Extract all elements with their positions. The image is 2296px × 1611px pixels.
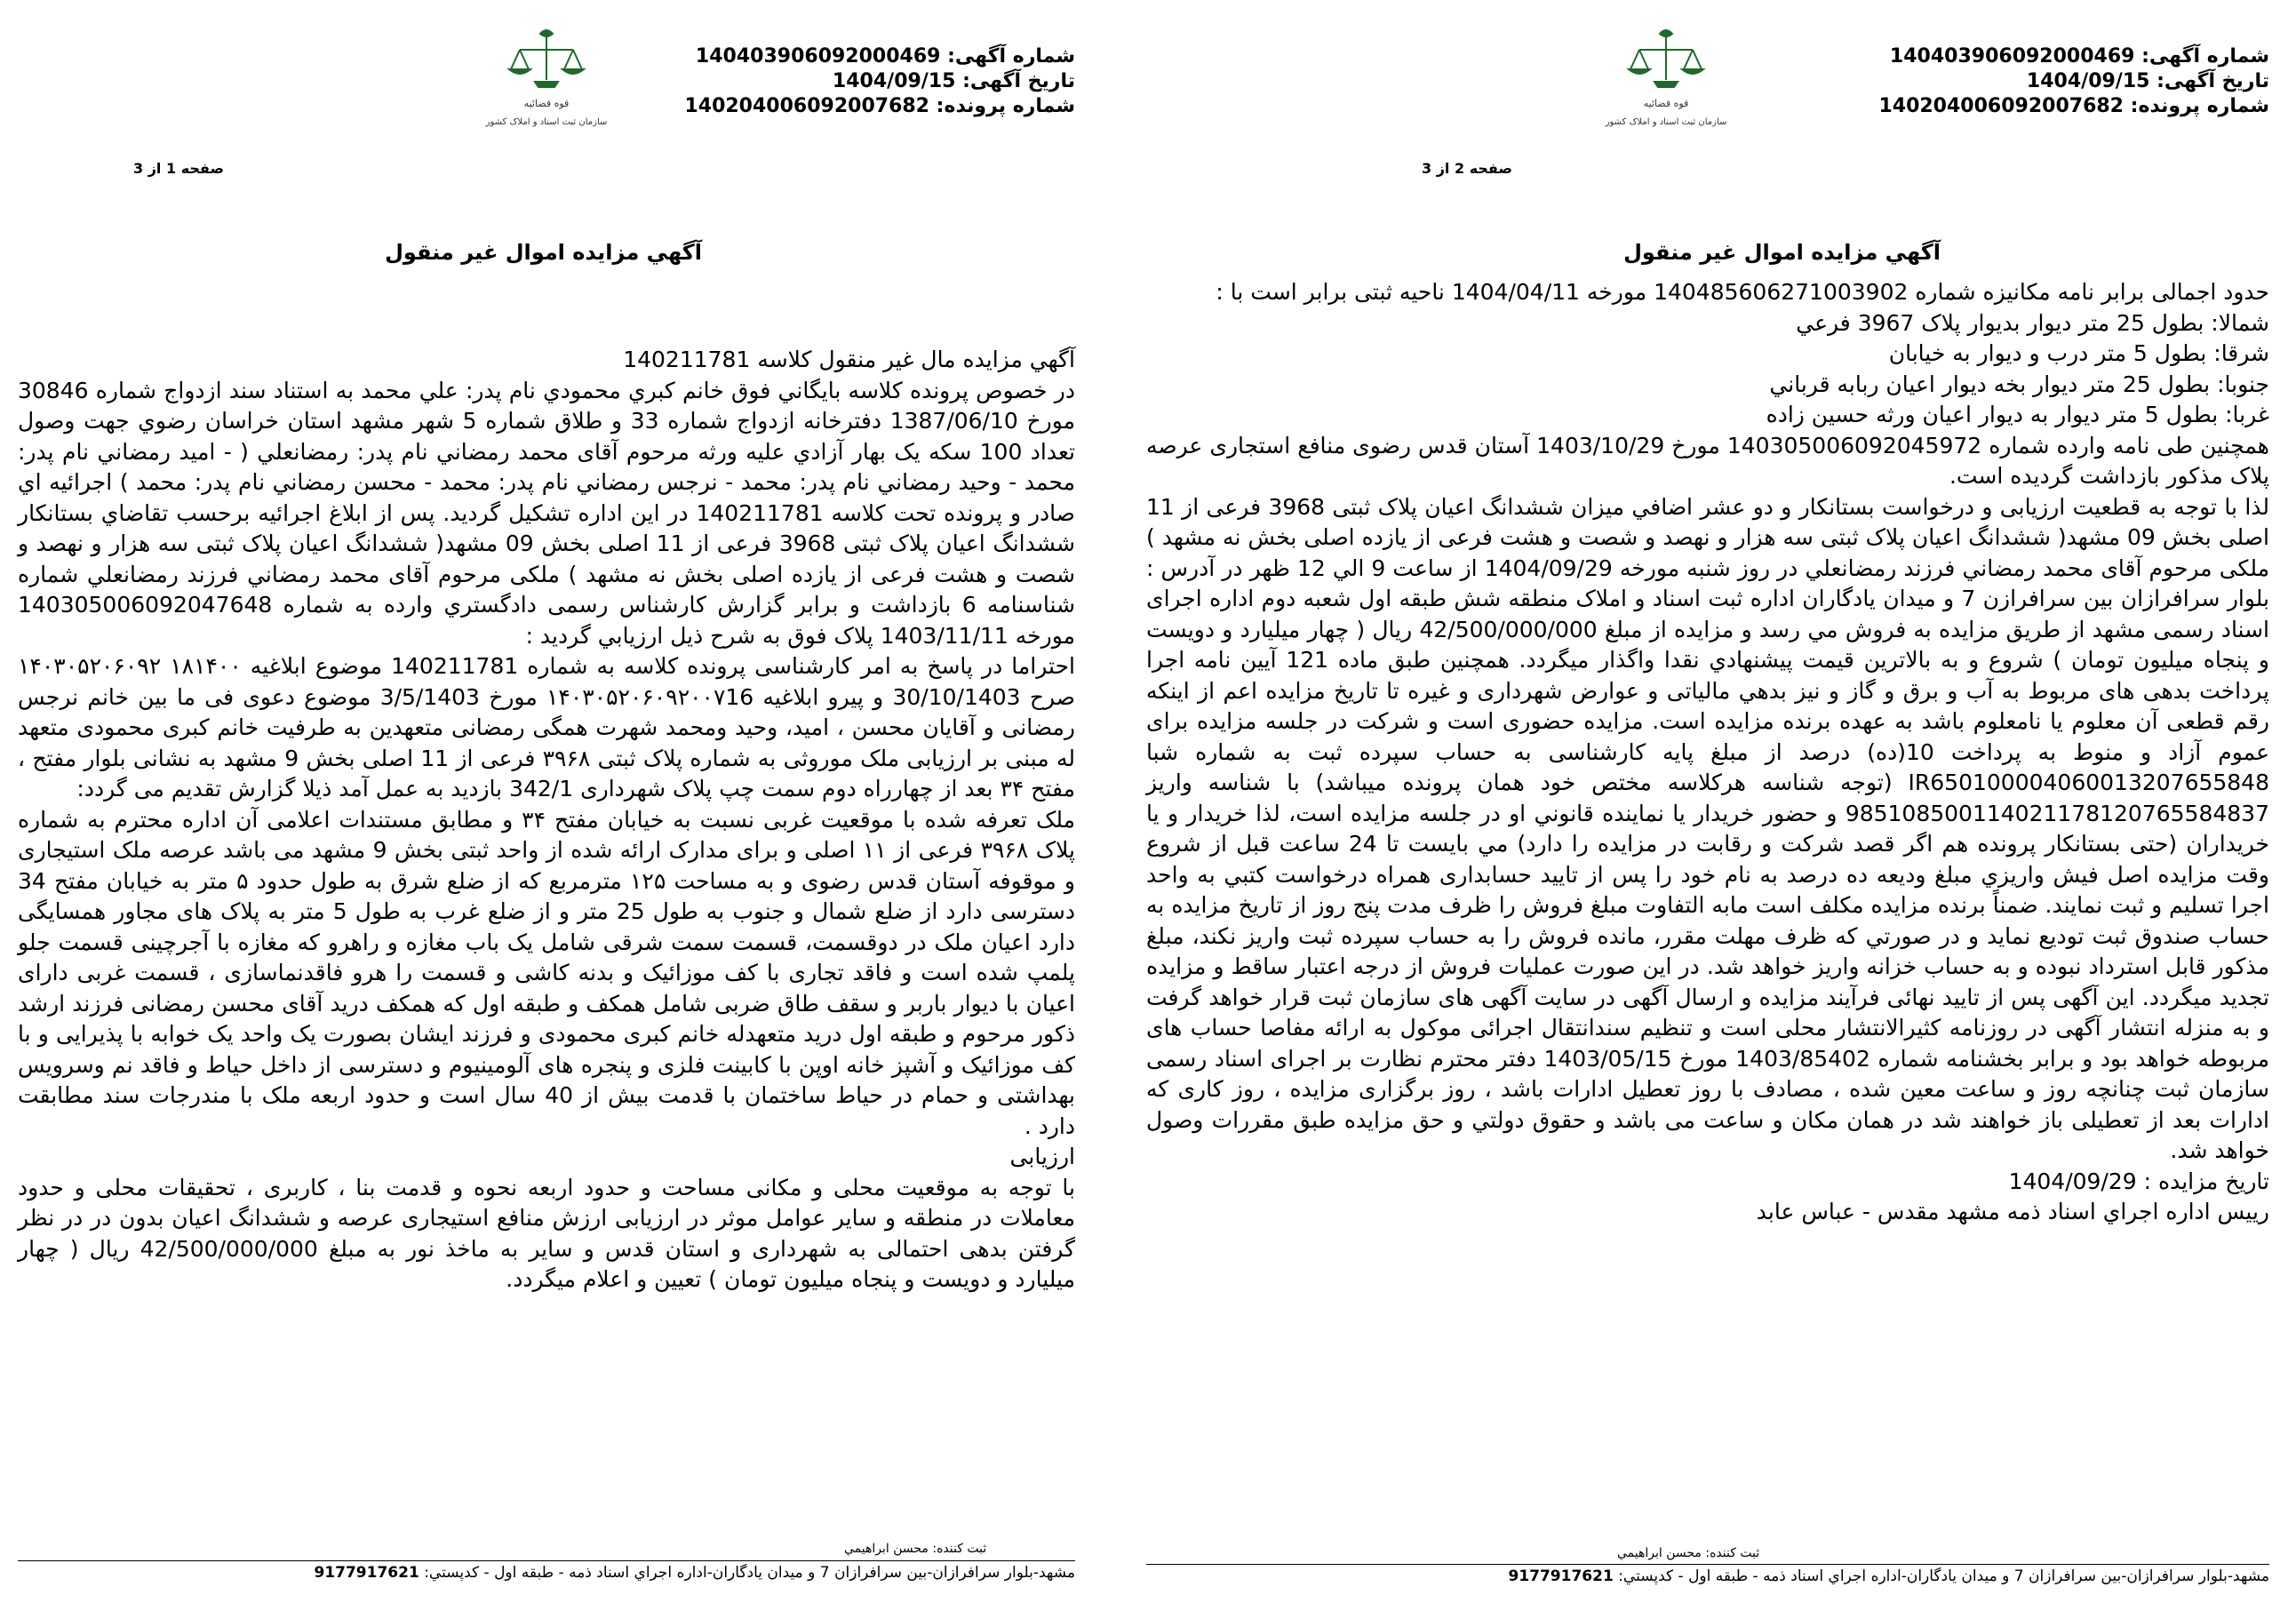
notice-page-2 — [1120, 0, 2296, 1611]
paragraph: شرقا: بطول 5 متر درب و ديوار به خيابان — [1888, 340, 2269, 366]
signer: ثبت کننده: محسن ابراهيمي — [844, 1542, 987, 1556]
notice-number: شماره آگهی: 140403906092000469 — [1889, 45, 2269, 68]
notice-page-1 — [0, 0, 1120, 1611]
notice-title: آگهي مزايده اموال غير منقول — [385, 240, 702, 265]
paragraph: جنوبا: بطول 25 متر ديوار بخه ديوار اعيان ربابه قرباني — [1769, 371, 2269, 397]
paragraph: شمالا: بطول 25 متر ديوار بديوار پلاک 3967 فرعي — [1796, 309, 2269, 336]
footer-phone: 9177917621 — [314, 1564, 419, 1582]
paragraph: با توجه به موقعيت محلی و مکانی مساحت و حدود اربعه نحوه و قدمت بنا ، کاربری ، تحقيقات محلی و حدود معاملات در منطقه و ساير عوامل موثر در ارزيابی ارزش منافع استيجاری عرصه و ششدانگ اعيان بدون در در نظر گرفتن بدهی احتمالی به شهرداری و استان قدس و ساير به ماخذ نور به مبلغ 42/500/000/000 ريال ( چهار ميليارد و دويست و پنجاه ميليون تومان ) تعيين و اعلام ميگردد. — [18, 1174, 1075, 1292]
paragraph: لذا با توجه به قطعيت ارزيابی و درخواست بستانکار و دو عشر اضافي ميزان ششدانگ اعيان پلاک ثبتی 3968 فرعی از 11 اصلی بخش 09 مشهد( ششدانگ اعيان پلاک ثبتی سه هزار و نهصد و شصت و هشت فرعی از يازده اصلی بخش نه مشهد ) ملکی مرحوم آقای محمد رمضاني فرزند رمضانعلي در روز شنبه مورخه 1404/09/29 از ساعت 9 الي 12 ظهر در آدرس : بلوار سرافرازان بين سرافرازن 7 و ميدان يادگاران اداره ثبت اسناد و املاک منطقه شش طبقه اول شعبه دوم اداره اجرای اسناد رسمی مشهد از طريق مزايده به فروش مي رسد و مزايده از مبلغ 42/500/000/000 ريال ( چهار ميليارد و دويست و پنجاه ميليون تومان ) شروع و به بالاترين قيمت پيشنهادي نقدا واگذار ميگردد. همچنين طبق ماده 121 آيين نامه اجرا پرداخت بدهی های مربوط به آب و برق و گاز و نيز بدهي مالياتی و عوارض شهرداری و غيره تا تاريخ مزايده اعم از اينکه رقم قطعی آن معلوم يا نامعلوم باشد به عهده برنده مزايده است. مزايده حضوری است و شرکت در جلسه مزايده برای عموم آزاد و منوط به پرداخت 10(ده) درصد از مبلغ پايه کارشناسی به حساب سپرده ثبت به شماره شبا IR650100004060013207655848 (توجه شناسه هرکلاسه مختص خود همان پرونده ميباشد) با شناسه واريز 985108500114021178120765584837 و حضور خريدار يا نماينده قانوني او در جلسه مزايده است، لذا خريدار و يا خريداران (حتی بستانکار پرونده هم اگر قصد شرکت و رقابت در مزايده را دارد) مي بايست تا 24 ساعت قبل از شروع وقت مزايده اصل فيش واريزي مبلغ وديعه ده درصد به نام خود را پس از تاييد حسابداری همراه درخواست کتبي به واحد اجرا تسليم و ثبت نمايند. ضمناً برنده مزايده مکلف است مابه التفاوت مبلغ فروش را ظرف مدت پنج روز از تاريخ مزايده به حساب صندوق ثبت توديع نمايد و در صورتي که ظرف مهلت مقرر، مانده فروش را به حساب سپرده ثبت واريز نکند، مبلغ مذکور قابل استرداد نبوده و به حساب خزانه واريز خواهد شد. در اين صورت عمليات فروش از درجه اعتبار ساقط و مزايده تجديد ميگردد. اين آگهی پس از تاييد نهائی فرآيند مزايده و ارسال آگهی در سايت آگهی های سازمان ثبت قرار خواهد گرفت و به منزله انتشار آگهی در روزنامه کثيرالانتشار محلی است و تنظيم سندانتقال اجرائی موکول به ارائه مفاصا حساب های مربوطه خواهد بود و برابر بخشنامه شماره 1403/85402 مورخ 1403/05/15 دفتر محترم نظارت بر اجرای اسناد رسمی سازمان ثبت چنانچه روز و ساعت معين شده ، مصادف با روز تعطيل ادارات باشد ، روز برگزاری مزايده ، روز کاری که ادارات بعد از تعطيلی باز خواهند شد در همان مکان و ساعت می باشد و حقوق دولتي و حق مزايده طبق مقررات وصول خواهد شد. — [1146, 493, 2270, 1163]
official-signature: رييس اداره اجراي اسناد ذمه مشهد مقدس - عباس عابد — [1756, 1199, 2269, 1224]
footer-divider — [18, 1560, 1075, 1561]
footer-address: مشهد-بلوار سرافرازان-بين سرافرازان 7 و ميدان يادگاران-اداره اجراي اسناد ذمه - طبقه اول - کدپستي: — [424, 1564, 1075, 1582]
notice-meta — [684, 44, 1075, 119]
notice-title: آگهي مزايده اموال غير منقول — [1623, 240, 1941, 265]
notice-body — [1146, 277, 2269, 1228]
auction-date: تاريخ مزايده : 1404/09/29 — [2008, 1168, 2269, 1194]
judiciary-label: قوه قضائیه — [1643, 98, 1689, 109]
notice-number: شماره آگهی: 140403906092000469 — [695, 45, 1075, 68]
footer — [308, 1564, 1075, 1582]
paragraph: غربا: بطول 5 متر ديوار به ديوار اعيان ورثه حسين زاده — [1766, 402, 2269, 427]
page-number: صفحه 1 از 3 — [133, 160, 224, 177]
notice-date: تاریخ آگهی: 1404/09/15 — [2026, 70, 2269, 92]
org-name-label: سازمان ثبت اسناد و املاک کشور — [485, 117, 608, 127]
footer-divider — [1146, 1564, 2269, 1565]
paragraph: همچنين طی نامه وارده شماره 140305006092045972 مورخ 1403/10/29 آستان قدس رضوی منافع استجاری عرصه پلاک مذکور بازداشت گرديده است. — [1146, 432, 2269, 489]
org-name-label: سازمان ثبت اسناد و املاک کشور — [1605, 117, 1727, 127]
footer-phone: 9177917621 — [1508, 1567, 1614, 1585]
paragraph: حدود اجمالی برابر نامه مکانیزه شماره 140485606271003902 مورخه 1404/04/11 ناحیه ثبتی برابر است با : — [1216, 279, 2269, 305]
paragraph: آگهي مزايده مال غير منقول کلاسه 140211781 — [623, 347, 1075, 372]
judiciary-label: قوه قضائیه — [523, 98, 570, 109]
footer — [1503, 1567, 2269, 1585]
notice-body — [18, 345, 1075, 1296]
paragraph: احتراما در پاسخ به امر کارشناسی پرونده کلاسه به شماره 140211781 موضوع ابلاغيه ۱۸۱۴۰۰ ۱۴۰۳۰۵۲۰۶۰۹۲ صرح 30/10/1403 و پيرو ابلاغيه ۱۴۰۳۰۵۲۰۶۰۹۲۰۰۷16 مورخ 3/5/1403 موضوع دعوی فی ما بين خانم نرجس رمضانی و آقايان محسن ، اميد، وحيد ومحمد شهرت همگی رمضانی متعهدين به طرفيت خانم کبری محمودی متعهد له مبنی بر ارزيابی ملک موروثی به شماره پلاک ثبتی ۳۹۶۸ فرعی از 11 اصلی بخش 9 مشهد به نشانی بلوار مفتح ، مفتح ۳۴ بعد از چهارراه دوم سمت چپ پلاک شهرداری 342/1 بازديد به عمل آمد ذيلا گزارش تقديم می گردد: — [18, 653, 1075, 802]
page-number: صفحه 2 از 3 — [1422, 160, 1512, 177]
section-heading: ارزيابی — [1009, 1144, 1075, 1169]
judiciary-emblem-icon — [1599, 25, 1733, 132]
judiciary-emblem-icon — [480, 25, 613, 132]
paragraph: ملک تعرفه شده با موقعيت غربی نسبت به خيابان مفتح ۳۴ و مطابق مستندات اعلامی آن اداره محترم به شماره پلاک ۳۹۶۸ فرعی از ۱۱ اصلی و برای مدارک ارائه شده از واحد ثبتی بخش 9 مشهد می باشد عرصه ملک استيجاری و موقوفه آستان قدس رضوی و به مساحت ۱۲۵ مترمربع که از ضلع شرق به طول حدود ۵ متر به خيابان مفتح 34 دسترسی دارد از ضلع شمال و جنوب به طول 25 متر و از ضلع غرب به طول 5 متر به پلاک های مجاور همسايگی دارد اعيان ملک در دوقسمت، قسمت سمت شرقی شامل يک باب مغازه و راهرو که مغازه با آجرچينی قسمت جلو پلمپ شده است و فاقد تجاری با کف موزائيک و بدنه کاشی و قسمت را هرو فاقدنماسازی ، قسمت غربی دارای اعيان با ديوار باربر و سقف طاق ضربی شامل همکف و طبقه اول که همکف دريد آقای محسن رمضانی فرزند ارشد ذکور مرحوم و طبقه اول دريد متعهدله خانم کبری محمودی و فرزند ايشان بصورت يک واحد يک خوابه با پذيرايی و با کف موزائيک و آشپز خانه اوپن با کابينت فلزی و پنجره های آلومينيوم و دسترسی از داخل حياط و فاقد نم وسرويس بهداشتی و حمام در حياط ساختمان با قدمت بيش از 40 سال است و حدود اربعه ملک با مندرجات سند مطابقت دارد . — [18, 806, 1076, 1139]
signer: ثبت کننده: محسن ابراهيمي — [1617, 1546, 1760, 1560]
notice-date: تاریخ آگهی: 1404/09/15 — [832, 70, 1075, 92]
paragraph: در خصوص پرونده کلاسه بايگاني فوق خانم کبري محمودي نام پدر: علي محمد به استناد سند ازدواج شماره 30846 مورخ 1387/06/10 دفترخانه ازدواج شماره 33 و طلاق شماره 5 شهر مشهد استان خراسان رضوي جهت وصول تعداد 100 سکه يک بهار آزادي عليه ورثه مرحوم آقای محمد رمضاني نام پدر: رمضانعلي ( - اميد رمضاني نام پدر: محمد - وحيد رمضاني نام پدر: محمد - نرجس رمضاني نام پدر: محمد - محسن رمضاني نام پدر: محمد ) اجرائيه اي صادر و پرونده تحت کلاسه 140211781 در اين اداره تشکيل گرديد. پس از ابلاغ اجرائيه برحسب تقاضاي بستانکار ششدانگ اعيان پلاک ثبتی 3968 فرعی از 11 اصلی بخش 09 مشهد( ششدانگ اعيان پلاک ثبتی سه هزار و نهصد و شصت و هشت فرعی از يازده اصلی بخش نه مشهد ) ملکی مرحوم آقای محمد رمضاني فرزند رمضانعلي شماره شناسنامه 6 بازداشت و برابر گزارش کارشناس رسمی دادگستري وارده به شماره 140305006092047648 مورخه 1403/11/11 پلاک فوق به شرح ذيل ارزيابي گرديد : — [18, 377, 1076, 649]
footer-address: مشهد-بلوار سرافرازان-بين سرافرازان 7 و ميدان يادگاران-اداره اجراي اسناد ذمه - طبقه اول - کدپستي: — [1618, 1567, 2269, 1585]
case-number: شماره پرونده: 140204006092007682 — [1878, 95, 2269, 117]
notice-meta — [1878, 44, 2269, 119]
case-number: شماره پرونده: 140204006092007682 — [684, 95, 1075, 117]
